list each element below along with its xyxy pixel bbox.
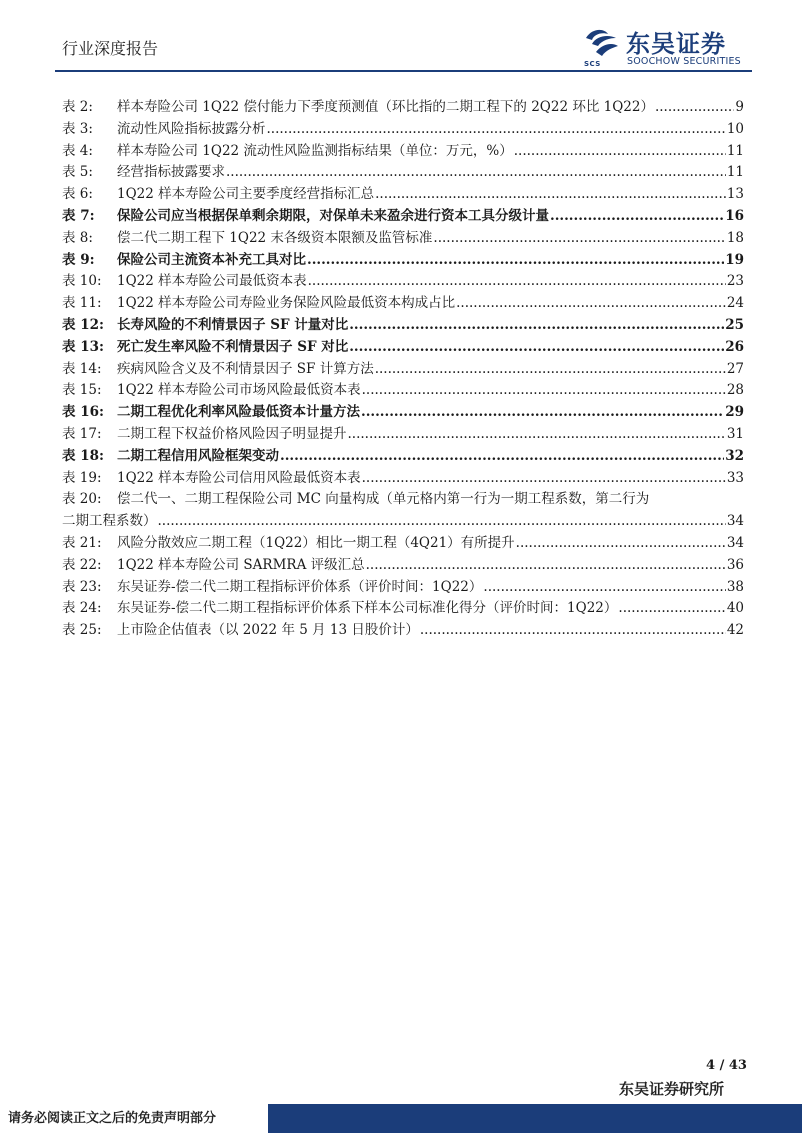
- toc-leader: [361, 402, 724, 424]
- toc-entry[interactable]: [62, 533, 744, 555]
- toc-page-number: 36: [726, 556, 744, 573]
- toc-label: 表 8:: [62, 229, 93, 246]
- toc-entry[interactable]: [62, 489, 744, 533]
- toc-page-number: 11: [726, 164, 744, 181]
- toc-leader: [433, 228, 725, 250]
- table-of-contents: [62, 97, 744, 642]
- toc-title: 东吴证券-偿二代二期工程指标评价体系（评价时间：1Q22）: [117, 578, 483, 595]
- toc-entry[interactable]: [62, 119, 744, 141]
- toc-leader: [655, 97, 734, 119]
- toc-label: 表 4:: [62, 142, 93, 159]
- toc-title: 1Q22 样本寿险公司寿险业务保险风险最低资本构成占比: [117, 295, 456, 312]
- toc-label: 表 6:: [62, 186, 93, 203]
- toc-leader: [348, 424, 726, 446]
- toc-entry[interactable]: [62, 446, 744, 468]
- toc-page-number: 32: [725, 447, 744, 464]
- soochow-logo-icon: [582, 26, 622, 60]
- toc-entry[interactable]: [62, 293, 744, 315]
- toc-entry[interactable]: [62, 250, 744, 272]
- toc-label: 表 16:: [62, 404, 104, 421]
- toc-title: 二期工程信用风险框架变动: [117, 447, 279, 464]
- toc-label: 表 17:: [62, 425, 102, 442]
- toc-title: 上市险企估值表（以 2022 年 5 月 13 日股价计）: [117, 622, 419, 639]
- header-title: 行业深度报告: [62, 39, 159, 58]
- toc-label: 表 9:: [62, 251, 95, 268]
- toc-page-number: 9: [735, 99, 744, 115]
- toc-entry[interactable]: [62, 468, 744, 490]
- footer-disclaimer: 请务必阅读正文之后的免责声明部分: [0, 1104, 268, 1133]
- toc-title: 流动性风险指标披露分析: [117, 120, 266, 137]
- toc-leader: [308, 271, 726, 293]
- toc-title: 1Q22 样本寿险公司最低资本表: [117, 273, 307, 290]
- toc-title: 东吴证券-偿二代二期工程指标评价体系下样本公司标准化得分（评价时间：1Q22）: [117, 600, 618, 617]
- toc-label: 表 11:: [62, 295, 102, 312]
- toc-title: 保险公司主流资本补充工具对比: [117, 251, 306, 268]
- toc-leader: [516, 533, 726, 555]
- toc-entry[interactable]: [62, 380, 744, 402]
- toc-label: 表 2:: [62, 99, 93, 115]
- footer-organization: 东吴证券研究所: [619, 1080, 725, 1098]
- toc-title: 样本寿险公司 1Q22 流动性风险监测指标结果（单位：万元，%）: [117, 142, 513, 159]
- toc-leader: [280, 446, 724, 468]
- toc-page-number: 34: [726, 534, 744, 551]
- toc-page-number: 11: [726, 142, 744, 159]
- toc-title: 样本寿险公司 1Q22 偿付能力下季度预测值（环比指的二期工程下的 2Q22 环比 1Q22）: [117, 99, 654, 115]
- toc-page-number: 16: [725, 207, 744, 224]
- toc-page-number: 23: [726, 273, 744, 290]
- toc-entry[interactable]: [62, 228, 744, 250]
- toc-leader: [362, 380, 726, 402]
- toc-page-number: 25: [725, 316, 744, 333]
- toc-title: 二期工程优化利率风险最低资本计量方法: [117, 404, 360, 421]
- toc-page-number: 29: [725, 404, 744, 421]
- toc-leader: [226, 162, 726, 184]
- toc-entry[interactable]: [62, 359, 744, 381]
- toc-page-number: 13: [726, 186, 744, 203]
- toc-leader: [375, 359, 726, 381]
- toc-label: 表 5:: [62, 164, 93, 181]
- toc-title: 长寿风险的不利情景因子 SF 计量对比: [117, 316, 349, 333]
- toc-leader: [349, 315, 724, 337]
- toc-entry[interactable]: [62, 162, 744, 184]
- toc-page-number: 42: [726, 622, 744, 639]
- toc-entry[interactable]: [62, 402, 744, 424]
- logo-mark-text: SCS: [584, 60, 601, 68]
- toc-title: 二期工程下权益价格风险因子明显提升: [117, 425, 347, 442]
- toc-page-number: 38: [726, 578, 744, 595]
- toc-leader: [483, 577, 725, 599]
- toc-page-number: 19: [725, 251, 744, 268]
- toc-label: 表 3:: [62, 120, 93, 137]
- toc-title: 1Q22 样本寿险公司 SARMRA 评级汇总: [117, 556, 365, 573]
- page-number: 4 / 43: [706, 1058, 747, 1073]
- toc-title: 偿二代二期工程下 1Q22 末各级资本限额及监管标准: [117, 229, 433, 246]
- toc-title: 疾病风险含义及不利情景因子 SF 计算方法: [117, 360, 374, 377]
- toc-label: 表 21:: [62, 534, 102, 551]
- toc-entry[interactable]: [62, 598, 744, 620]
- toc-entry[interactable]: [62, 271, 744, 293]
- toc-label: 表 25:: [62, 622, 102, 639]
- toc-page-number: 40: [726, 600, 744, 617]
- toc-leader: [456, 293, 726, 315]
- toc-label: 表 23:: [62, 578, 102, 595]
- toc-page-number: 28: [726, 382, 744, 399]
- toc-entry[interactable]: [62, 315, 744, 337]
- toc-label: 表 18:: [62, 447, 104, 464]
- toc-entry[interactable]: [62, 620, 744, 642]
- toc-leader: [420, 620, 726, 642]
- toc-entry[interactable]: [62, 97, 744, 119]
- toc-leader: [158, 511, 726, 533]
- toc-title: 1Q22 样本寿险公司市场风险最低资本表: [117, 382, 361, 399]
- toc-leader: [375, 184, 726, 206]
- toc-page-number: 26: [725, 338, 744, 355]
- toc-entry[interactable]: [62, 141, 744, 163]
- toc-leader: [618, 598, 725, 620]
- toc-page-number: 24: [726, 295, 744, 312]
- toc-title-continued: 二期工程系数）: [62, 513, 157, 530]
- toc-page-number: 18: [726, 229, 744, 246]
- toc-entry[interactable]: [62, 206, 744, 228]
- toc-entry[interactable]: [62, 577, 744, 599]
- toc-leader: [366, 555, 726, 577]
- toc-entry[interactable]: [62, 337, 744, 359]
- toc-page-number: 27: [726, 360, 744, 377]
- toc-page-number: 31: [726, 425, 744, 442]
- company-logo: [582, 24, 752, 68]
- toc-label: 表 7:: [62, 207, 95, 224]
- toc-label: 表 10:: [62, 273, 102, 290]
- toc-label: 表 24:: [62, 600, 102, 617]
- toc-leader: [362, 468, 726, 490]
- toc-leader: [514, 141, 726, 163]
- toc-page-number: 34: [726, 513, 744, 530]
- toc-entry[interactable]: [62, 555, 744, 577]
- toc-title: 1Q22 样本寿险公司主要季度经营指标汇总: [117, 186, 375, 203]
- logo-chinese-name: 东吴证券: [626, 30, 726, 58]
- toc-entry[interactable]: [62, 184, 744, 206]
- toc-page-number: 33: [726, 469, 744, 486]
- toc-entry[interactable]: [62, 424, 744, 446]
- toc-label: 表 12:: [62, 316, 104, 333]
- toc-title: 经营指标披露要求: [117, 164, 225, 181]
- toc-label: 表 14:: [62, 360, 102, 377]
- toc-title: 死亡发生率风险不利情景因子 SF 对比: [117, 338, 349, 355]
- toc-title: 风险分散效应二期工程（1Q22）相比一期工程（4Q21）有所提升: [117, 534, 515, 551]
- toc-title: 偿二代一、二期工程保险公司 MC 向量构成（单元格内第一行为一期工程系数，第二行为: [117, 491, 650, 508]
- logo-english-name: SOOCHOW SECURITIES: [627, 56, 741, 67]
- toc-label: 表 15:: [62, 382, 102, 399]
- toc-label: 表 22:: [62, 556, 102, 573]
- toc-leader: [267, 119, 726, 141]
- toc-leader: [349, 337, 724, 359]
- toc-title: 1Q22 样本寿险公司信用风险最低资本表: [117, 469, 361, 486]
- toc-label: 表 19:: [62, 469, 102, 486]
- toc-label: 表 20:: [62, 491, 102, 508]
- toc-page-number: 10: [726, 120, 744, 137]
- header-divider: [55, 70, 752, 72]
- toc-leader: [550, 206, 724, 228]
- toc-title: 保险公司应当根据保单剩余期限，对保单未来盈余进行资本工具分级计量: [117, 207, 549, 224]
- toc-label: 表 13:: [62, 338, 104, 355]
- toc-leader: [307, 250, 724, 272]
